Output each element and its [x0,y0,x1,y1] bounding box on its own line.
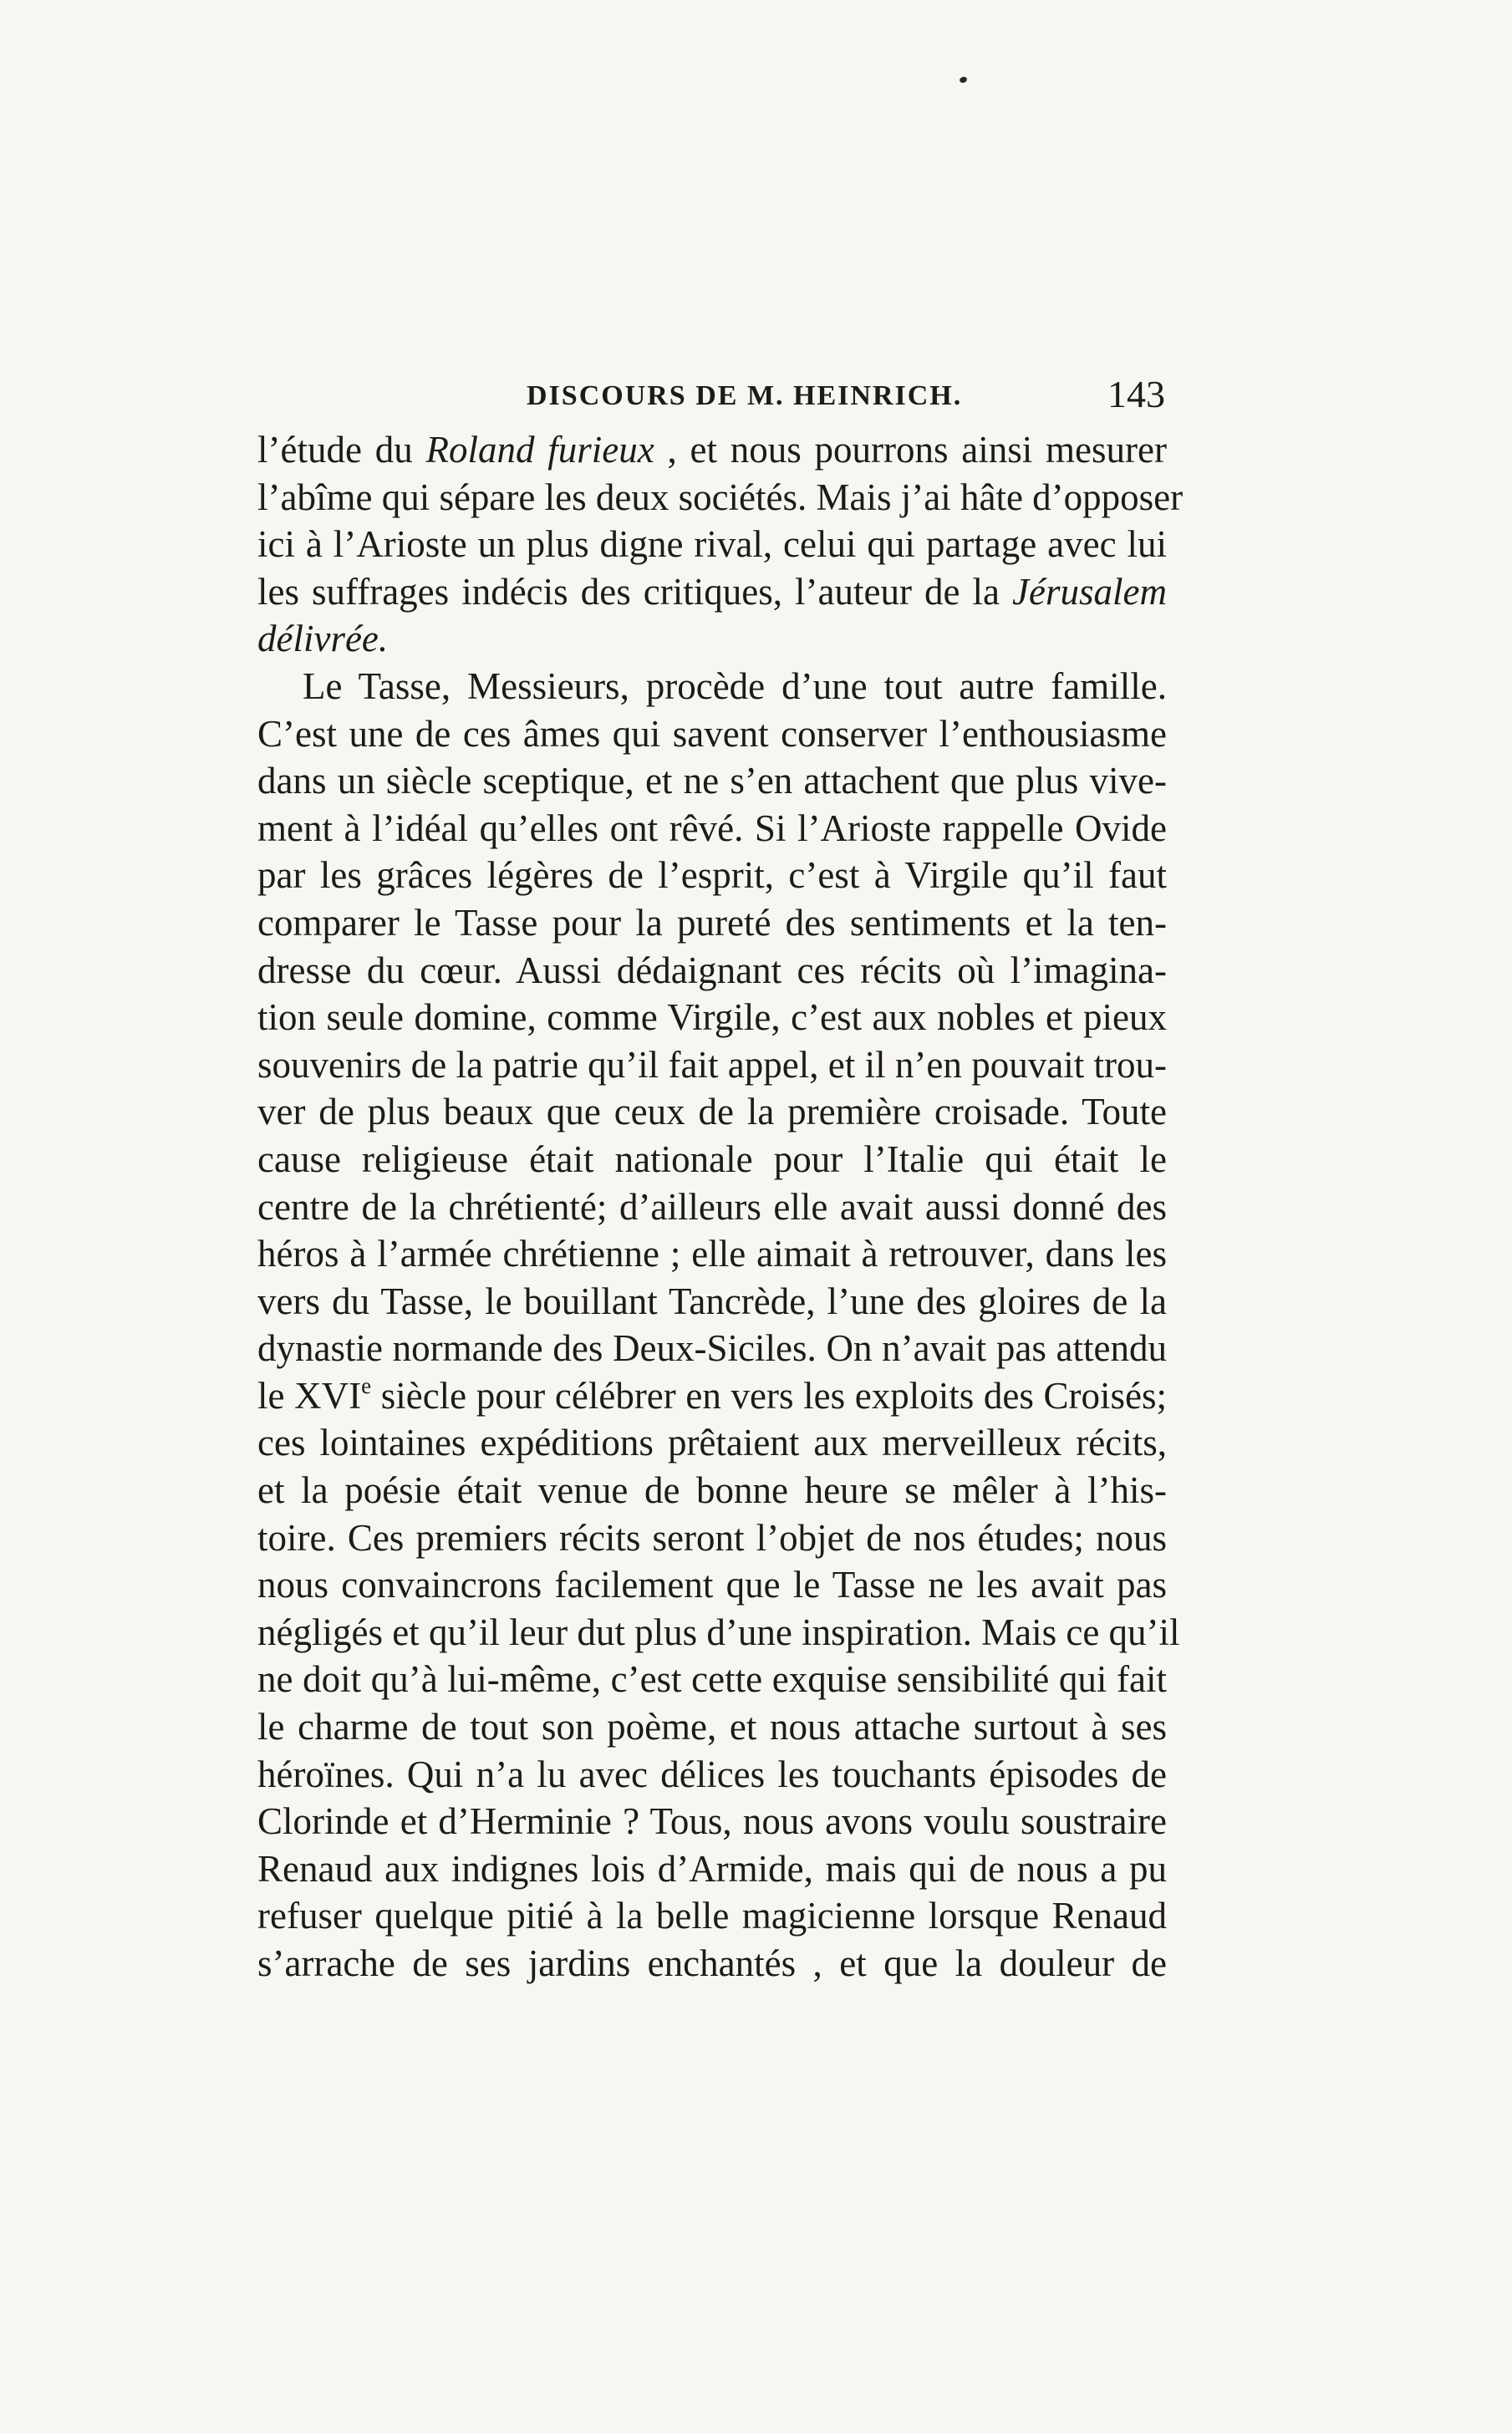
text-line-paragraph-start: Le Tasse, Messieurs, procède d’une tout autre famille. [303,664,1167,707]
text-line [257,1372,1167,1420]
body-text [257,426,1184,1988]
text-line [257,426,1167,474]
text-line: héros à l’armée chrétienne ; elle aimait à retrouver, dans les [257,1233,1167,1275]
text-line: ment à l’idéal qu’elles ont rêvé. Si l’Arioste rappelle Ovide [257,807,1167,849]
text-line: le charme de tout son poème, et nous attache surtout à ses [257,1706,1167,1748]
text-line: nous convaincrons facilement que le Tasse ne les avait pas [257,1564,1167,1606]
text-line: tion seule domine, comme Virgile, c’est aux nobles et pieux [257,996,1167,1039]
ink-speck [959,76,968,84]
text-span: siècle pour célébrer en vers les exploits des Croisés; [371,1374,1167,1417]
text-line: comparer le Tasse pour la pureté des sentiments et la ten- [257,901,1167,944]
text-line: s’arrache de ses jardins enchantés , et que la douleur de [257,1942,1167,1984]
text-line: vers du Tasse, le bouillant Tancrède, l’une des gloires de la [257,1280,1167,1322]
text-span: , et nous pourrons ainsi mesurer [654,429,1167,471]
text-line: et la poésie était venue de bonne heure se mêler à l’his- [257,1469,1167,1512]
text-line: Clorinde et d’Herminie ? Tous, nous avons voulu soustraire [257,1800,1167,1843]
text-line: ne doit qu’à lui-même, c’est cette exquise sensibilité qui fait [257,1658,1167,1701]
page-number: 143 [1107,373,1165,415]
text-line: ces lointaines expéditions prêtaient aux merveilleux récits, [257,1422,1167,1464]
text-line: centre de la chrétienté; d’ailleurs elle avait aussi donné des [257,1185,1167,1228]
text-line: par les grâces légères de l’esprit, c’est à Virgile qu’il faut [257,854,1167,897]
text-line: l’abîme qui sépare les deux sociétés. Mais j’ai hâte d’opposer [257,476,1184,518]
text-line: héroïnes. Qui n’a lu avec délices les touchants épisodes de [257,1753,1167,1795]
work-title-roland-furieux: Roland furieux [425,429,654,471]
running-head [256,374,1165,421]
text-line: souvenirs de la patrie qu’il fait appel, et il n’en pouvait trou- [257,1043,1167,1086]
text-line: négligés et qu’il leur dut plus d’une inspiration. Mais ce qu’il [257,1611,1180,1653]
text-line: toire. Ces premiers récits seront l’objet de nos études; nous [257,1516,1167,1559]
text-span: l’étude du [257,429,426,471]
text-line: ici à l’Arioste un plus digne rival, celui qui partage avec lui [257,523,1167,566]
text-line-paragraph-end: délivrée. [257,618,389,660]
text-line [257,568,1167,616]
text-line: dans un siècle sceptique, et ne s’en attachent que plus vive- [257,760,1167,802]
running-head-title: DISCOURS DE M. HEINRICH. [527,380,963,411]
superscript: e [361,1372,372,1398]
text-line: refuser quelque pitié à la belle magicienne lorsque Renaud [257,1895,1167,1937]
text-line: Renaud aux indignes lois d’Armide, mais qui de nous a pu [257,1847,1167,1890]
text-line: ver de plus beaux que ceux de la première croisade. Toute [257,1091,1167,1133]
text-span: les suffrages indécis des critiques, l’auteur de la [257,570,1013,613]
text-line: dynastie normande des Deux-Siciles. On n’avait pas attendu [257,1327,1167,1370]
work-title-jerusalem: Jérusalem [1012,570,1167,613]
text-line: cause religieuse était nationale pour l’Italie qui était le [257,1138,1167,1180]
text-span: le XVI [257,1374,362,1417]
text-line: C’est une de ces âmes qui savent conserver l’enthousiasme [257,712,1167,755]
text-line: dresse du cœur. Aussi dédaignant ces récits où l’imagina- [257,949,1167,991]
